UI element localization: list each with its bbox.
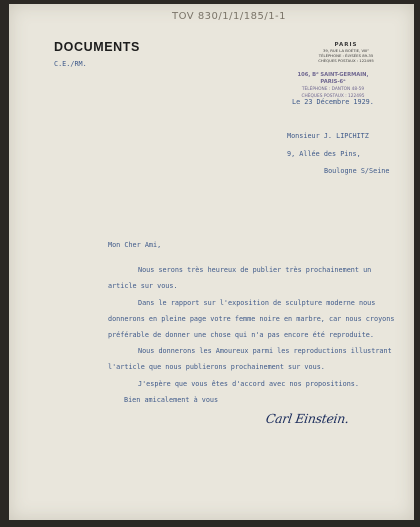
letterhead-postal-line: CHÈQUES POSTAUX : 122495 bbox=[318, 58, 374, 63]
body-line: Nous serons très heureux de publier très prochainement un bbox=[138, 266, 372, 275]
letterhead-address-line: 39, RUE LA BOÉTIE, VIIIᵉ bbox=[323, 48, 369, 53]
recipient-name: Monsieur J. LIPCHITZ bbox=[287, 132, 369, 140]
letter-sheet bbox=[9, 4, 414, 520]
body-line: Dans le rapport sur l'exposition de sculpture moderne nous bbox=[138, 298, 376, 307]
letter-date: Le 23 Décembre 1929. bbox=[292, 98, 374, 106]
archive-reference: TOV 830/1/1/185/1-1 bbox=[172, 11, 287, 22]
body-line: Nous donnerons les Amoureux parmi les reproductions illustrant bbox=[138, 347, 392, 356]
address-stamp bbox=[291, 72, 375, 100]
recipient-street: 9, Allée des Pins, bbox=[287, 149, 361, 158]
recipient-city: Boulogne S/Seine bbox=[324, 167, 390, 175]
body-line: article sur vous. bbox=[108, 282, 178, 291]
stamp-phone-line: TÉLÉPHONE : DANTON 48-59 bbox=[301, 87, 365, 92]
letterhead-address bbox=[301, 42, 391, 63]
stamp-address-line: 106, Bᵈ SAINT-GERMAIN, PARIS-6ᵉ bbox=[297, 72, 369, 85]
sender-reference: C.E./RM. bbox=[54, 60, 87, 68]
masthead-title: DOCUMENTS bbox=[54, 40, 140, 54]
body-line: l'article que nous publierons prochainement sur vous. bbox=[108, 363, 325, 372]
body-line: donnerons en pleine page votre femme noire en marbre, car nous croyons bbox=[108, 314, 395, 323]
stamp-postal-line: CHÈQUES POSTAUX : 122495 bbox=[301, 94, 365, 99]
recipient-address bbox=[287, 128, 389, 181]
letterhead-phone-line: TÉLÉPHONE : ÉLYSÉES 89-35 bbox=[318, 53, 374, 58]
handwritten-signature: Carl Einstein. bbox=[264, 411, 350, 426]
letterhead-city: PARIS bbox=[334, 42, 358, 48]
salutation: Mon Cher Ami, bbox=[108, 241, 162, 249]
body-line: préférable de donner une chose qui n'a pas encore été reproduite. bbox=[108, 331, 374, 340]
body-line: J'espère que vous êtes d'accord avec nos propositions. bbox=[138, 379, 359, 388]
closing-line: Bien amicalement à vous bbox=[124, 395, 219, 404]
letter-body bbox=[108, 237, 394, 408]
